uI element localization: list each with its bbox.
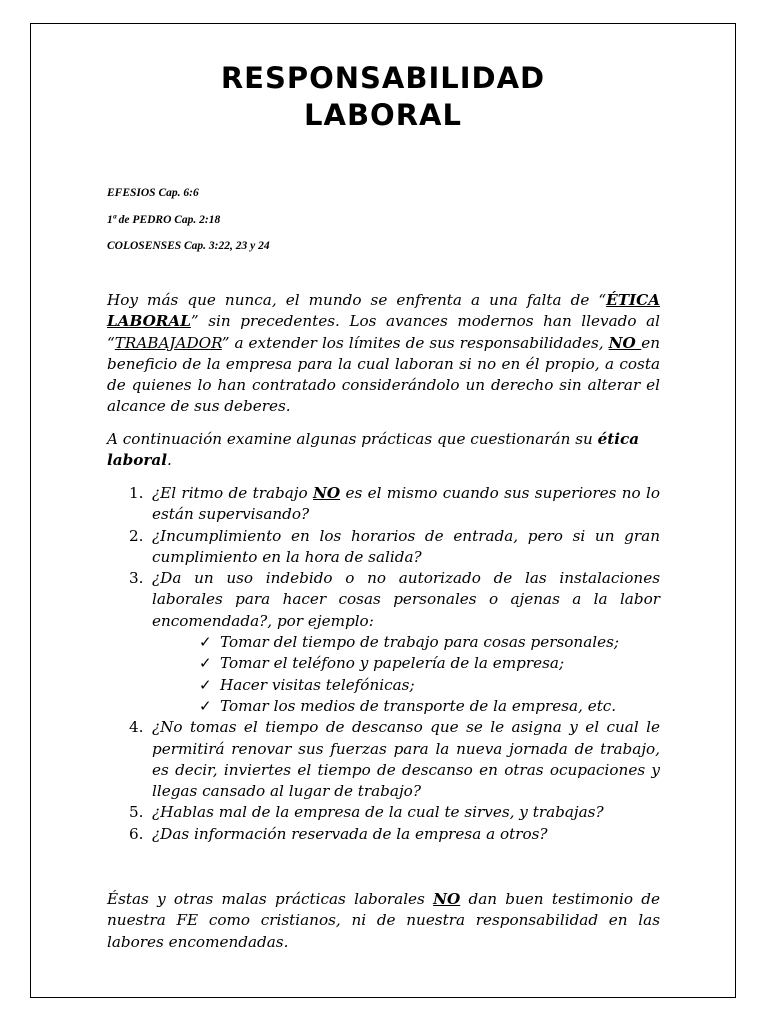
document-page — [30, 23, 736, 998]
intro-text-4: en beneficio de la empresa para la cual laboran si no en él propio, a costa de quienes lo han contratado considerándolo un derecho sin alterar el alcance de sus deberes. — [107, 333, 660, 416]
etica-term: ÉTICA — [606, 291, 660, 309]
checklist-item — [152, 653, 660, 674]
practices-list-container — [107, 483, 660, 845]
trabajador-term: TRABAJADOR — [114, 333, 222, 352]
list-text: ¿Da un uso indebido o no autorizado de las instalaciones laborales para hacer cosas personales o ajenas a la labor encomendada?, por ejemplo: — [152, 569, 660, 630]
list-number: 4. — [129, 718, 144, 737]
checklist-text: Tomar los medios de transporte de la empresa, etc. — [220, 696, 617, 715]
lead-end: . — [166, 451, 172, 470]
reference-1: EFESIOS Cap. 6:6 — [107, 187, 199, 199]
lead-paragraph — [107, 429, 660, 472]
no-emphasis: NO — [313, 484, 341, 502]
example-checklist — [152, 632, 660, 717]
intro-text-3: ” a extender los límites de sus responsabilidades, — [221, 333, 609, 352]
title-line-1: RESPONSABILIDAD — [220, 61, 546, 95]
list-item — [107, 483, 660, 526]
intro-text-1: Hoy más que nunca, el mundo se enfrenta a una falta de “ — [107, 291, 607, 309]
checklist-text: Tomar del tiempo de trabajo para cosas personales; — [220, 633, 620, 652]
practices-list — [107, 483, 660, 845]
reference-3: COLOSENSES Cap. 3:22, 23 y 24 — [107, 240, 270, 252]
list-number: 2. — [129, 526, 144, 545]
checklist-item — [152, 675, 660, 696]
list-item — [107, 526, 660, 569]
closing-text-2: dan buen testimonio de nuestra FE como cristianos, ni de nuestra responsabilidad en las labores encomendadas. — [107, 890, 660, 951]
no-emphasis: NO — [608, 333, 642, 352]
list-item — [107, 802, 660, 823]
list-item — [107, 568, 660, 717]
list-text: ¿Incumplimiento en los horarios de entrada, pero si un gran cumplimiento en la hora de salida? — [152, 526, 660, 566]
intro-text-2: ” sin precedentes. Los avances modernos han llevado al “ — [107, 312, 660, 352]
list-text: es el mismo cuando sus superiores no lo están supervisando? — [152, 484, 660, 524]
list-item — [107, 824, 660, 845]
intro-paragraph — [107, 290, 660, 418]
lead-text: A continuación examine algunas prácticas que cuestionarán su — [107, 430, 598, 448]
lead-bold: ética laboral — [107, 430, 640, 470]
check-icon: ✓ — [199, 633, 212, 652]
list-text: ¿Das información reservada de la empresa a otros? — [152, 824, 548, 843]
checklist-item — [152, 696, 660, 717]
list-text: ¿No tomas el tiempo de descanso que se le asigna y el cual le permitirá renovar sus fuerzas para la nueva jornada de trabajo, es decir, inviertes el tiempo de descanso en otras ocupaciones y llegas cansado al lugar de trabajo? — [152, 718, 660, 801]
list-item — [107, 717, 660, 802]
list-number: 6. — [129, 824, 144, 843]
bible-references — [107, 186, 270, 266]
check-icon: ✓ — [199, 654, 212, 673]
check-icon: ✓ — [199, 675, 212, 694]
closing-paragraph — [107, 889, 660, 953]
list-number: 5. — [129, 803, 144, 822]
checklist-text: Tomar el teléfono y papelería de la empresa; — [220, 654, 565, 673]
checklist-item — [152, 632, 660, 653]
checklist-text: Hacer visitas telefónicas; — [220, 675, 415, 694]
no-emphasis: NO — [433, 890, 461, 908]
page-title — [31, 60, 735, 134]
list-number: 3. — [129, 569, 144, 588]
check-icon: ✓ — [199, 696, 212, 715]
laboral-term: LABORAL — [107, 312, 191, 331]
list-number: 1. — [129, 484, 144, 502]
list-text: ¿El ritmo de trabajo — [152, 484, 313, 502]
closing-text-1: Éstas y otras malas prácticas laborales — [107, 890, 434, 908]
list-text: ¿Hablas mal de la empresa de la cual te sirves, y trabajas? — [152, 803, 604, 822]
reference-2: 1ª de PEDRO Cap. 2:18 — [107, 213, 221, 226]
title-line-2: LABORAL — [304, 98, 462, 132]
